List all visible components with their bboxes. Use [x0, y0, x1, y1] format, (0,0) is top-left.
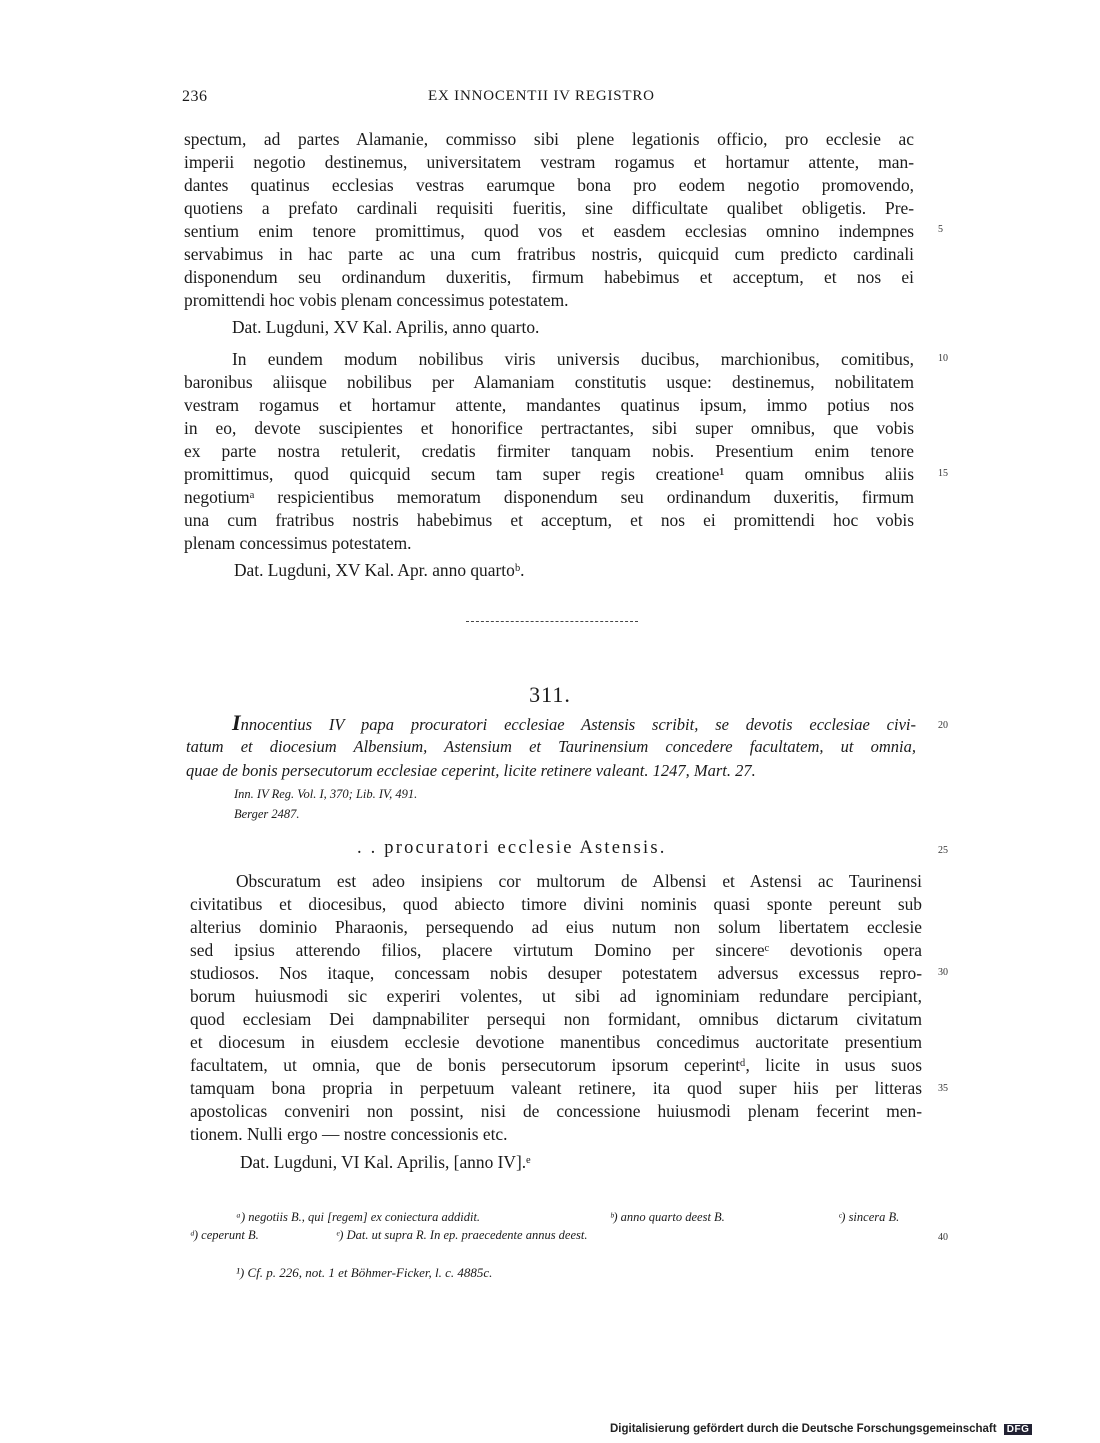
regest-line: [232, 712, 916, 736]
line-number: 20: [938, 720, 948, 731]
text-line: servabimus in hac parte ac una cum fratribus nostris, quicquid cum predicto cardinali: [184, 244, 914, 264]
footnote-a: ᵃ) negotiis B., qui [regem] ex coniectura addidit.: [236, 1210, 481, 1224]
digitization-credit: [610, 1423, 1032, 1435]
text-line: studiosos. Nos itaque, concessam nobis desuper potestatem adversus excessus repro-: [190, 963, 922, 983]
line-number: 25: [938, 845, 948, 856]
footnote-1: ¹) Cf. p. 226, not. 1 et Böhmer-Ficker, l. c. 4885c.: [236, 1265, 493, 1280]
reference-line: Berger 2487.: [234, 807, 300, 821]
text-line: civitatibus et diocesibus, quod abiecto timore divini nominis quasi sponte pereunt sub: [190, 894, 922, 914]
text-line: promittimus, quod quicquid secum tam super regis creatione¹ quam omnibus aliis: [184, 464, 914, 484]
text-line: borum huiusmodi sic experiri volentes, ut sibi ad ignominiam redundare percipiant,: [190, 986, 922, 1006]
text-line: una cum fratribus nostris habebimus et acceptum, et nos ei promittendi hoc vobis: [184, 510, 914, 530]
text-line: dantes quatinus ecclesias vestras earumque bona pro eodem negotio promovendo,: [184, 175, 914, 195]
dfg-logo: DFG: [1004, 1424, 1033, 1435]
regest-initial: I: [232, 710, 241, 735]
text-line: quotiens a prefato cardinali requisiti fueritis, sine difficultate qualibet obligetis. Pre-: [184, 198, 914, 218]
line-number: 5: [938, 224, 943, 235]
text-line: facultatem, ut omnia, que de bonis persecutorum ipsorum ceperintᵈ, licite in usus suos: [190, 1055, 922, 1075]
dating-clause: Dat. Lugduni, XV Kal. Aprilis, anno quarto.: [232, 317, 540, 337]
regest-line-text: nnocentius IV papa procuratori ecclesiae Astensis scribit, se devotis ecclesiae civi-: [240, 715, 916, 734]
letter-number: 311.: [529, 682, 571, 707]
reference-line: Inn. IV Reg. Vol. I, 370; Lib. IV, 491.: [234, 787, 418, 801]
text-line: in eo, devote suscipientes et honorifice pertractantes, sibi super omnibus, que vobis: [184, 418, 914, 438]
footnote-c: ᶜ) sincera B.: [838, 1210, 900, 1224]
text-line: promittendi hoc vobis plenam concessimus potestatem.: [184, 290, 569, 310]
line-number: 30: [938, 967, 948, 978]
text-line: alterius dominio Pharaonis, persequendo ad eius nutum non solum libertatem ecclesie: [190, 917, 922, 937]
text-line: ex parte nostra retulerit, credatis firmiter tanquam nobis. Presentium enim tenore: [184, 441, 914, 461]
line-number: 10: [938, 353, 948, 364]
letter-address: . . procuratori ecclesie Astensis.: [357, 838, 667, 858]
text-line: Obscuratum est adeo insipiens cor multorum de Albensi et Astensi ac Taurinensi: [236, 871, 922, 891]
text-line: et diocesum in eiusdem ecclesie devotione manentibus concedimus auctoritate presentium: [190, 1032, 922, 1052]
text-line: In eundem modum nobilibus viris universis ducibus, marchionibus, comitibus,: [232, 349, 914, 369]
line-number: 35: [938, 1083, 948, 1094]
text-line: apostolicas conveniri non possint, nisi de concessione huiusmodi plenam fecerint men-: [190, 1101, 922, 1121]
text-line: quod ecclesiam Dei dampnabiliter persequi non formidant, omnibus dictarum civitatum: [190, 1009, 922, 1029]
line-number: 15: [938, 468, 948, 479]
footnote-b: ᵇ) anno quarto deest B.: [610, 1210, 725, 1224]
text-line: imperii negotio destinemus, universitatem vestram rogamus et hortamur attente, man-: [184, 152, 914, 172]
regest-line: tatum et diocesium Albensium, Astensium et Taurinensium concedere facultatem, ut omnia,: [186, 737, 916, 756]
running-title: EX INNOCENTII IV REGISTRO: [428, 88, 655, 104]
text-line: vestram rogamus et hortamur attente, mandantes quatinus ipsum, immo potius nos: [184, 395, 914, 415]
text-line: sentium enim tenore promittimus, quod vos et easdem ecclesias omnino indempnes: [184, 221, 914, 241]
line-number: 40: [938, 1232, 948, 1243]
text-line: spectum, ad partes Alamanie, commisso sibi plene legationis officio, pro ecclesie ac: [184, 129, 914, 149]
text-line: tionem. Nulli ergo — nostre concessionis etc.: [190, 1124, 508, 1144]
text-line: tamquam bona propria in perpetuum valeant retinere, ita quod super hiis per litteras: [190, 1078, 922, 1098]
footnote-e: ᵉ) Dat. ut supra R. In ep. praecedente annus deest.: [336, 1228, 588, 1242]
dating-clause: Dat. Lugduni, VI Kal. Aprilis, [anno IV].ᵉ: [240, 1152, 531, 1172]
text-line: disponendum seu ordinandum duxeritis, firmum habebimus et acceptum, et nos ei: [184, 267, 914, 287]
text-line: baronibus aliisque nobilibus per Alamaniam constitutis usque: destinemus, nobilitatem: [184, 372, 914, 392]
section-separator: [466, 621, 638, 622]
page-number: 236: [182, 88, 208, 105]
dating-clause: Dat. Lugduni, XV Kal. Apr. anno quartoᵇ.: [234, 560, 525, 580]
credit-text: Digitalisierung gefördert durch die Deutsche Forschungsgemeinschaft: [610, 1423, 997, 1435]
text-line: plenam concessimus potestatem.: [184, 533, 412, 553]
regest-line: quae de bonis persecutorum ecclesiae ceperint, licite retinere valeant. 1247, Mart. 27.: [186, 761, 756, 780]
footnote-d: ᵈ) ceperunt B.: [190, 1228, 259, 1242]
text-line: sed ipsius atterendo filios, placere virtutum Domino per sincereᶜ devotionis opera: [190, 940, 922, 960]
text-line: negotiumᵃ respicientibus memoratum disponendum seu ordinandum duxeritis, firmum: [184, 487, 914, 507]
